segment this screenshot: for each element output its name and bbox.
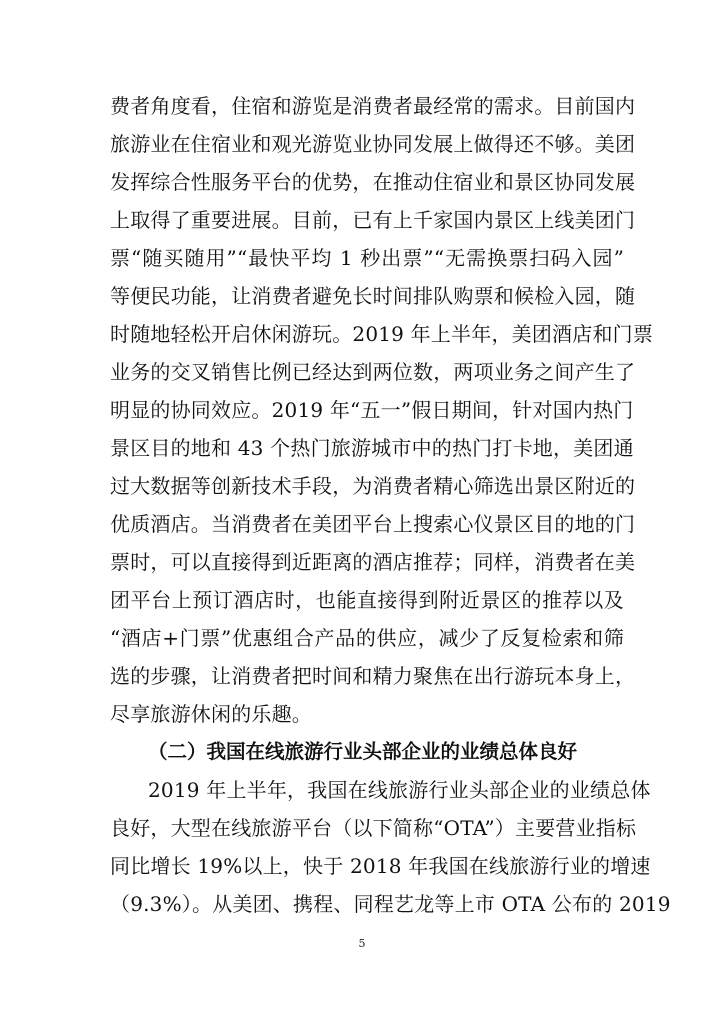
body-text-line: 选的步骤，让消费者把时间和精力聚焦在出行游玩本身上， (110, 664, 636, 688)
body-text-line: 旅游业在住宿业和观光游览业协同发展上做得还不够。美团 (110, 132, 636, 156)
body-text-line: 上取得了重要进展。目前，已有上千家国内景区上线美团门 (110, 208, 636, 232)
body-text-line: 业务的交叉销售比例已经达到两位数，两项业务之间产生了 (110, 360, 636, 384)
body-text-line: 同比增长 19%以上，快于 2018 年我国在线旅游行业的增速 (110, 854, 651, 878)
body-text-line: （9.3%）。从美团、携程、同程艺龙等上市 OTA 公布的 2019 (110, 892, 671, 916)
body-text-line: 时随地轻松开启休闲游玩。2019 年上半年，美团酒店和门票 (110, 322, 654, 346)
body-text-line: 景区目的地和 43 个热门旅游城市中的热门打卡地，美团通 (110, 436, 634, 460)
body-text-line: 尽享旅游休闲的乐趣。 (110, 702, 312, 726)
section-heading: （二）我国在线旅游行业头部企业的业绩总体良好 (148, 740, 578, 763)
body-text-line: 费者角度看，住宿和游览是消费者最经常的需求。目前国内 (110, 94, 636, 118)
body-text-line: “酒店+门票”优惠组合产品的供应，减少了反复检索和筛 (110, 626, 624, 650)
body-text-line: 优质酒店。当消费者在美团平台上搜索心仪景区目的地的门 (110, 512, 636, 536)
page-number: 5 (358, 937, 366, 950)
body-text-line: 发挥综合性服务平台的优势，在推动住宿业和景区协同发展 (110, 170, 636, 194)
body-text-line: 等便民功能，让消费者避免长时间排队购票和候检入园，随 (110, 284, 636, 308)
body-text-line: 明显的协同效应。2019 年“五一”假日期间，针对国内热门 (110, 398, 634, 422)
body-text-line: 团平台上预订酒店时，也能直接得到附近景区的推荐以及 (110, 588, 624, 612)
body-text-line: 票“随买随用”“最快平均 1 秒出票”“无需换票扫码入园” (110, 246, 624, 270)
body-text-line: 良好，大型在线旅游平台（以下简称“OTA”）主要营业指标 (110, 816, 637, 840)
body-text-line: 过大数据等创新技术手段，为消费者精心筛选出景区附近的 (110, 474, 636, 498)
body-text-line: 票时，可以直接得到近距离的酒店推荐；同样，消费者在美 (110, 550, 636, 574)
body-text-line: 2019 年上半年，我国在线旅游行业头部企业的业绩总体 (148, 778, 651, 802)
